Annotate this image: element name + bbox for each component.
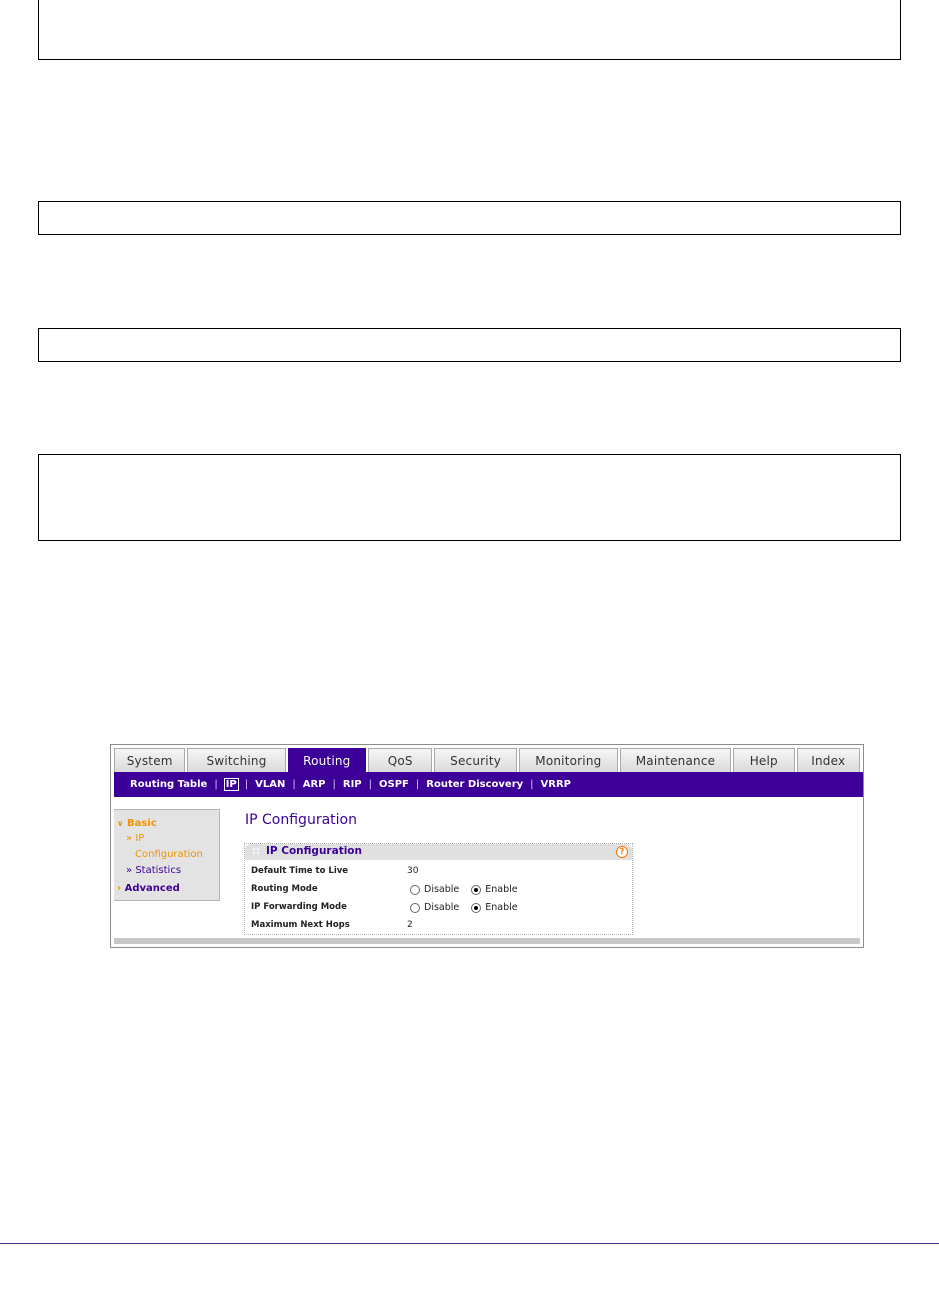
- chevron-down-icon: ∨: [117, 819, 124, 828]
- subnav-separator: |: [214, 779, 218, 790]
- chevron-right-icon: »: [126, 833, 133, 844]
- subnav-vrrp[interactable]: VRRP: [540, 779, 572, 790]
- panel-header: [245, 844, 632, 860]
- subnav-router-discovery[interactable]: Router Discovery: [426, 779, 524, 790]
- document-box-3: [38, 328, 901, 362]
- chevron-right-icon: ›: [117, 883, 122, 894]
- tab-monitoring[interactable]: Monitoring: [519, 748, 618, 772]
- subnav-ospf[interactable]: OSPF: [379, 779, 409, 790]
- ui-screenshot: [110, 744, 864, 948]
- tab-security[interactable]: Security: [434, 748, 516, 772]
- document-box-1: [38, 0, 901, 60]
- subnav-ip[interactable]: IP: [225, 779, 237, 790]
- tab-index[interactable]: Index: [797, 748, 860, 772]
- sidebar-item-label: IP: [135, 833, 145, 844]
- subnav-routing-table[interactable]: Routing Table: [130, 779, 208, 790]
- main-tab-bar: [114, 748, 860, 772]
- subnav-arp[interactable]: ARP: [302, 779, 326, 790]
- radio-label: Enable: [485, 884, 518, 895]
- sidebar-item-advanced[interactable]: [117, 883, 180, 894]
- document-box-4: [38, 454, 901, 541]
- max-next-hops-label: Maximum Next Hops: [251, 920, 350, 930]
- routing-mode-enable-radio[interactable]: [471, 885, 481, 895]
- sidebar-item-label: Statistics: [135, 865, 182, 876]
- footer-rule: [0, 1243, 939, 1244]
- ip-forwarding-disable-radio[interactable]: [410, 903, 420, 913]
- sidebar-item-ip-configuration-cont[interactable]: Configuration: [135, 849, 203, 860]
- subnav-separator: |: [292, 779, 296, 790]
- document-box-2: [38, 201, 901, 235]
- default-ttl-label: Default Time to Live: [251, 866, 349, 876]
- subnav-rip[interactable]: RIP: [342, 779, 362, 790]
- tab-switching[interactable]: Switching: [187, 748, 285, 772]
- help-icon[interactable]: ?: [616, 846, 628, 858]
- drag-handle-icon: ::: [252, 846, 260, 857]
- routing-mode-label: Routing Mode: [251, 884, 318, 894]
- subnav-separator: |: [244, 779, 249, 790]
- subnav-separator: |: [368, 779, 373, 790]
- radio-label: Enable: [485, 902, 518, 913]
- chevron-right-icon: »: [126, 865, 133, 876]
- sidebar-item-statistics[interactable]: [126, 865, 181, 876]
- ip-configuration-panel: [244, 843, 633, 935]
- tab-help[interactable]: Help: [733, 748, 795, 772]
- ip-forwarding-enable-radio[interactable]: [471, 903, 481, 913]
- bottom-bar: [114, 938, 860, 944]
- subnav-separator: |: [332, 779, 336, 790]
- ip-forwarding-mode-label: IP Forwarding Mode: [251, 902, 347, 912]
- max-next-hops-value: 2: [407, 920, 413, 930]
- ip-forwarding-radio-group: [410, 902, 530, 913]
- radio-label: Disable: [424, 902, 460, 913]
- tab-system[interactable]: System: [114, 748, 185, 772]
- tab-qos[interactable]: QoS: [368, 748, 432, 772]
- tab-routing[interactable]: Routing: [288, 748, 366, 772]
- radio-label: Disable: [424, 884, 460, 895]
- panel-title: IP Configuration: [266, 845, 362, 857]
- routing-subnav: [114, 772, 863, 797]
- routing-mode-radio-group: [410, 884, 530, 895]
- sidebar-item-basic-label: Basic: [126, 818, 157, 829]
- page-title: IP Configuration: [245, 812, 357, 828]
- sidebar-item-ip-configuration[interactable]: [126, 833, 144, 844]
- subnav-separator: |: [415, 779, 420, 790]
- subnav-separator: |: [530, 779, 534, 790]
- tab-maintenance[interactable]: Maintenance: [620, 748, 731, 772]
- sidebar-item-label: Advanced: [124, 883, 180, 894]
- sidebar-item-basic[interactable]: [117, 818, 157, 829]
- routing-mode-disable-radio[interactable]: [410, 885, 420, 895]
- default-ttl-value: 30: [407, 866, 419, 876]
- sidebar: [114, 809, 220, 901]
- subnav-vlan[interactable]: VLAN: [255, 779, 286, 790]
